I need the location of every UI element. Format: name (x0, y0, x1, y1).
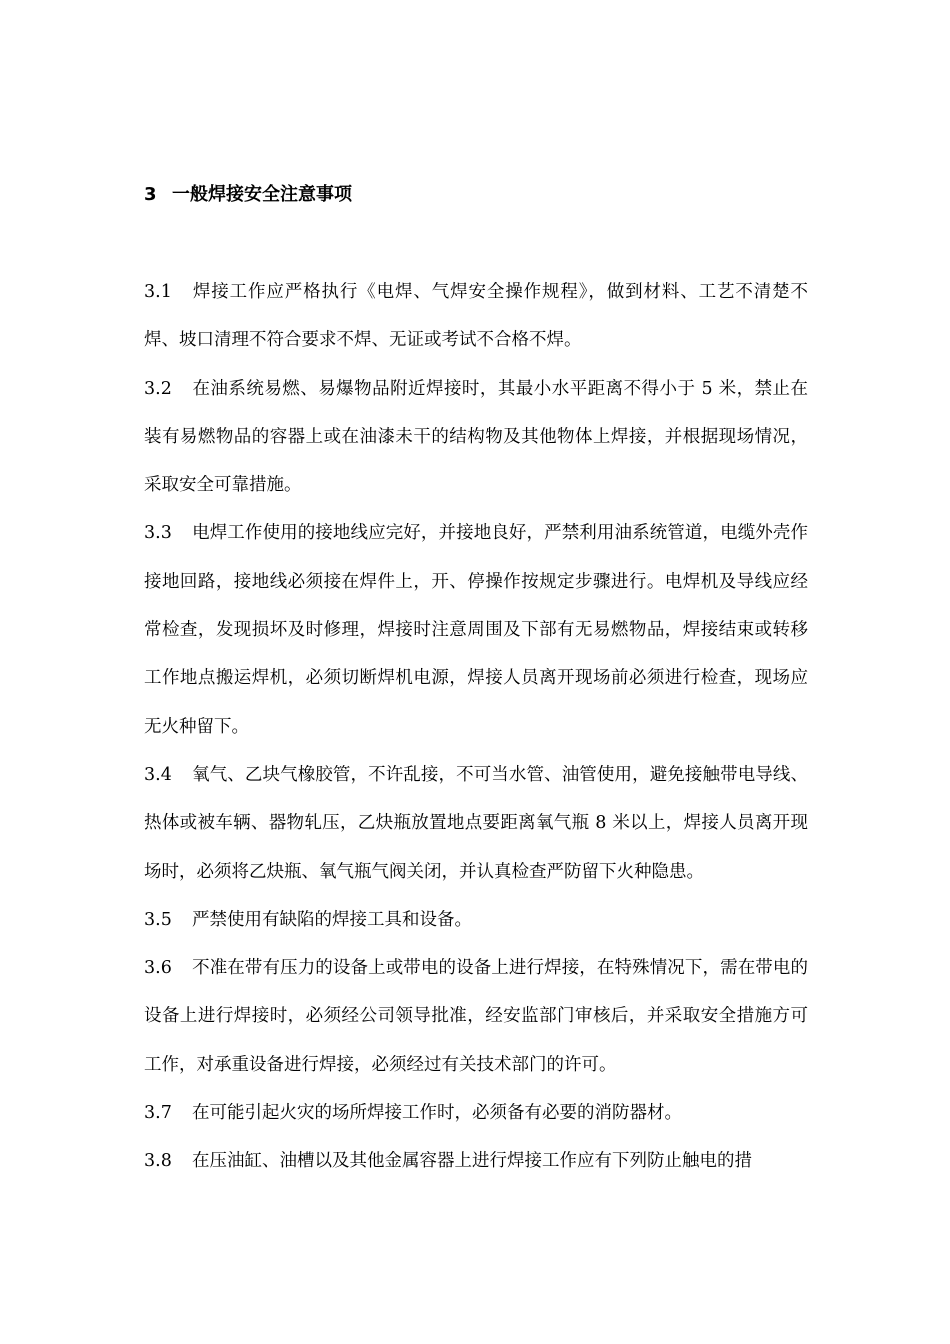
paragraph-text: 在可能引起火灾的场所焊接工作时，必须备有必要的消防器材。 (192, 1103, 682, 1124)
paragraph-number: 3.5 (144, 909, 172, 930)
paragraph-text: 焊接工作应严格执行《电焊、气焊安全操作规程》，做到材料、工艺不清楚不焊、坡口清理不符合要求不焊、无证或考试不合格不焊。 (144, 282, 808, 351)
paragraph-number: 3.1 (144, 282, 172, 302)
paragraph-3-7 (144, 1089, 808, 1137)
paragraph-text: 严禁使用有缺陷的焊接工具和设备。 (192, 909, 472, 930)
paragraph-text: 在压油缸、油槽以及其他金属容器上进行焊接工作应有下列防止触电的措 (192, 1151, 752, 1172)
paragraph-3-8 (144, 1137, 808, 1185)
paragraph-3-2 (144, 365, 808, 510)
paragraph-text: 在油系统易燃、易爆物品附近焊接时，其最小水平距离不得小于 5 米，禁止在装有易燃物品的容器上或在油漆未干的结构物及其他物体上焊接，并根据现场情况，采取安全可靠措施。 (144, 378, 808, 496)
paragraph-text: 不准在带有压力的设备上或带电的设备上进行焊接，在特殊情况下，需在带电的设备上进行焊接时，必须经公司领导批准，经安监部门审核后，并采取安全措施方可工作，对承重设备进行焊接，必须经过有关技术部门的许可。 (144, 958, 808, 1075)
section-heading (144, 182, 352, 208)
document-body (144, 268, 808, 1186)
paragraph-text: 电焊工作使用的接地线应完好，并接地良好，严禁利用油系统管道，电缆外壳作接地回路，接地线必须接在焊件上，开、停操作按规定步骤进行。电焊机及导线应经常检查，发现损坏及时修理，焊接时注意周围及下部有无易燃物品，焊接结束或转移工作地点搬运焊机，必须切断焊机电源，焊接人员离开现场前必须进行检查，现场应无火种留下。 (144, 523, 808, 737)
section-title: 一般焊接安全注意事项 (172, 184, 352, 205)
paragraph-number: 3.6 (144, 958, 172, 979)
paragraph-3-5 (144, 896, 808, 944)
section-number: 3 (144, 184, 157, 205)
paragraph-text: 氧气、乙块气橡胶管，不许乱接，不可当水管、油管使用，避免接触带电导线、热体或被车辆、器物轧压，乙炔瓶放置地点要距离氧气瓶 8 米以上，焊接人员离开现场时，必须将乙炔瓶、氧气瓶气阀关闭，并认真检查严防留下火种隐患。 (144, 764, 808, 882)
paragraph-3-6 (144, 944, 808, 1089)
paragraph-3-4 (144, 751, 808, 896)
paragraph-3-1 (144, 268, 808, 365)
paragraph-number: 3.7 (144, 1103, 172, 1124)
paragraph-number: 3.8 (144, 1151, 172, 1172)
paragraph-number: 3.3 (144, 523, 172, 544)
paragraph-3-3 (144, 509, 808, 750)
paragraph-number: 3.4 (144, 764, 172, 785)
paragraph-number: 3.2 (144, 378, 172, 399)
